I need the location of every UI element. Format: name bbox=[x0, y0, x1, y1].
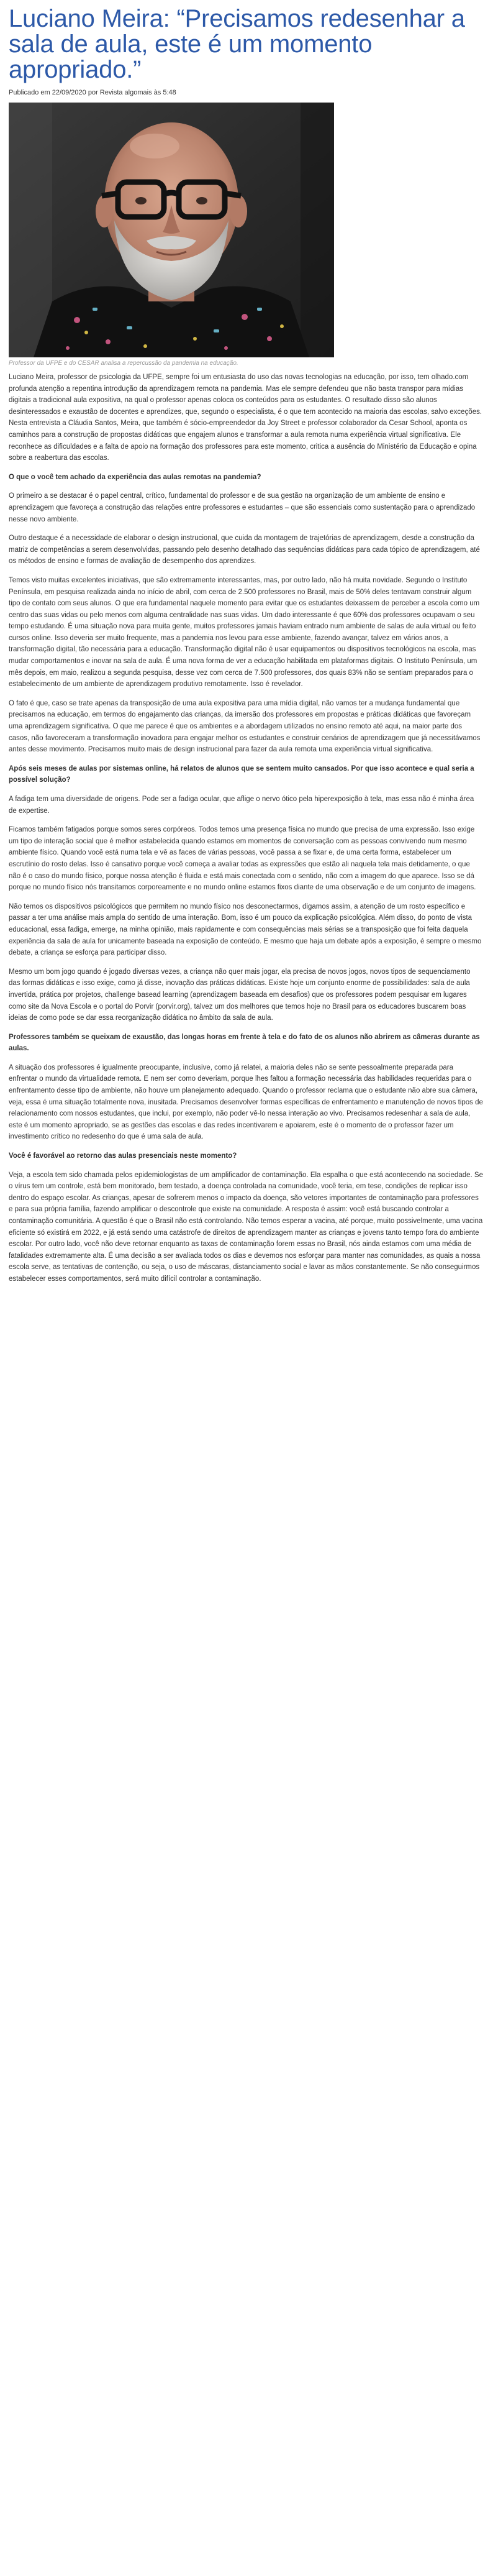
by-label: por bbox=[88, 89, 98, 96]
portrait-illustration bbox=[9, 103, 334, 357]
time-label: às bbox=[153, 89, 161, 96]
article-paragraph: A fadiga tem uma diversidade de origens. Pode ser a fadiga ocular, que aflige o nervo ótico pela hiperexposição à tela, mas essa não é minha área de expertise. bbox=[9, 795, 474, 815]
article-title: Luciano Meira: “Precisamos redesenhar a sala de aula, este é um momento apropriado.” bbox=[9, 5, 465, 83]
article-paragraph: Mesmo um bom jogo quando é jogado diversas vezes, a criança não quer mais jogar, ela precisa de novos jogos, novos tipos de sequenciamento das formas didáticas e isso exige, como já disse, inovação das práticas didáticas. Existe hoje um conjunto enorme de possibilidades: sala de aula invertida, prática por projetos, challenge basead learning (aprendizagem baseada em desafios) que os professores podem pesquisar em lugares como site da Nova Escola e o portal do Porvir (porvir.org), talvez um dos melhores que temos hoje no Brasil para os educadores buscarem boas ideias de como pode se dar essa reorganização didática no âmbito da sala de aula. bbox=[9, 968, 471, 1022]
interview-question: O que o você tem achado da experiência das aulas remotas na pandemia? bbox=[9, 473, 261, 481]
published-label: Publicado em bbox=[9, 89, 50, 96]
author-link[interactable]: Revista algomais bbox=[99, 89, 152, 96]
article-paragraph: O fato é que, caso se trate apenas da transposição de uma aula expositiva para uma mídia digital, não vamos ter a mudança fundamental que precisamos na educação, em termos do engajamento das crianças, da imersão dos professores em propostas e práticas didáticas que favoreçam uma aprendizagem significativa. O que me parece é que os ambientes e a abordagem utilizados no ensino remoto até aqui, na maior parte dos casos, não favoreceram a transformação inovadora para engajar melhor os estudantes e construir cenários de aprendizagem que já necessitávamos antes desse movimento. Precisamos muito mais de design instrucional para fazer da aula remota uma experiência virtual significativa. bbox=[9, 699, 481, 754]
article-paragraph: Temos visto muitas excelentes iniciativas, que são extremamente interessantes, mas, por outro lado, não há muita novidade. Segundo o Instituto Península, em pesquisa realizada ainda no início de abril, com cerca de 2.500 professores no Brasil, mais de 50% deles tentavam construir algum tipo de contato com seus alunos. O que era fundamental naquele momento para evitar que os estudantes deixassem de perceber a escola como um centro das suas vidas ou pelo menos com alguma centralidade nas suas vidas. Um dado interessante é que 60% dos professores ocupavam o seu tempo estudando. É uma situação nova para muita gente, muitos professores jamais haviam entrado num ambiente de salas de aula virtual ou feito cursos online. Isso deveria ser muito frequente, mas a pandemia nos levou para esse ambiente, fazendo avançar, talvez em vários anos, a transformação digital, tão necessária para a educação. Transformação digital não é usar equipamentos ou dispositivos tecnológicos na escola, mas mudar comportamentos e inovar na sala de aula. É uma nova forma de ver a educação habilitada em plataformas digitais. O Instituto Península, um mês depois, em maio, realizou a segunda pesquisa, desse vez com cerca de 7.500 professores, dos quais 83% não se sentiam preparados para o estabelecimento de um ambiente de aprendizagem produtivo remotamente. Isso é revelador. bbox=[9, 576, 480, 689]
article-paragraph: O primeiro a se destacar é o papel central, crítico, fundamental do professor e de sua gestão na organização de um ambiente de ensino e aprendizagem que favoreça a construção das relações entre professores e estudantes – que são essenciais como sustentação para o aprendizado nesse novo ambiente. bbox=[9, 492, 476, 523]
article-photo bbox=[9, 103, 334, 357]
interview-question: Você é favorável ao retorno das aulas presenciais neste momento? bbox=[9, 1152, 237, 1160]
publish-time: 5:48 bbox=[163, 89, 176, 96]
article-paragraph: A situação dos professores é igualmente preocupante, inclusive, como já relatei, a maioria deles não se sente pessoalmente preparada para enfrentar o mundo da virtualidade remota. E nem ser como deveriam, porque lhes faltou a formação necessária das habilidades requeridas para o enfrentamento desse tipo de ambiente, não houve um planejamento adequado. Quando o professor reclama que o estudante não abre sua câmera, veja, essa é uma situação totalmente nova, inusitada. Precisamos desenvolver formas específicas de enfrentamento e manutenção de novos tipos de relacionamento com nossos estudantes, que inclui, por exemplo, não poder vê-lo nessa interação ao vivo. Precisamos redesenhar a sala de aula, este é um momento apropriado, se as gestões das escolas e das redes incentivarem e apoiarem, este é o momento de o professor fazer um investimento crítico no redesenho do que é uma sala de aula. bbox=[9, 1063, 483, 1141]
article-paragraph: Ficamos também fatigados porque somos seres corpóreos. Todos temos uma presença física no mundo que precisa de uma expressão. Isso exige um tipo de interação social que é melhor estabelecida quando estamos em momentos de conversação com as pessoas convivendo num mesmo ambiente físico. Quando você está numa tela e vê as faces de várias pessoas, você passa a se fixar e, de uma certa forma, estabelecer um escrutínio do rosto delas. Isso é cansativo porque você começa a avaliar todas as expressões que estão ali naquela tela mais detidamente, o que não é o caso do mundo físico, porque nossa atenção é fluida e está mais conectada com o sentido, não com a imagem do que aparece. Isso se dá porque no mundo físico nós transitamos corporeamente e no mundo online estamos fixos diante de uma observação e de um conjunto de imagens. bbox=[9, 826, 476, 892]
article-byline bbox=[9, 89, 483, 96]
article-paragraph: Veja, a escola tem sido chamada pelos epidemiologistas de um amplificador de contaminação. Ela espalha o que está acontecendo na sociedade. Se o vírus tem um controle, está bem monitorado, bem testado, a doença controlada na comunidade, você teria, em tese, condições de replicar isso dentro do espaço escolar. As crianças, apesar de sofrerem menos o impacto da doença, são vetores importantes de contaminação para professores e para sua própria família, fazendo amplificar o descontrole que existe na comunidade. A resposta é assim: você está buscando controlar a contaminação comunitária. A questão é que o Brasil não está controlando. Não temos esperar a vacina, até porque, muito possivelmente, uma vacina eficiente só existirá em 2022, e já está sendo uma catástrofe de direitos de aprendizagem manter as crianças e jovens tanto tempo fora do ambiente escolar. Por outro lado, você não deve retornar enquanto as taxas de contaminação forem essas no Brasil, nós ainda estamos com uma média de fatalidades extremamente alta. É uma decisão a ser avaliada todos os dias e devemos nos esforçar para manter nas comunidades, as quais a nossa escola serve, as tentativas de contenção, ou seja, o uso de máscaras, distanciamento social e lavar as mãos constantemente. Se não conseguirmos estabelecer esses comportamentos, será muito difícil controlar a contaminação. bbox=[9, 1171, 483, 1283]
article-paragraph: Outro destaque é a necessidade de elaborar o design instrucional, que cuida da montagem de trajetórias de aprendizagem, desde a construção da matriz de competências a serem desenvolvidas, passando pelo desenho detalhado das sequências didáticas para cada tópico de aprendizagem, até os métodos de ensino e formas de avaliação de desempenho dos aprendizes. bbox=[9, 534, 480, 566]
interview-question: Após seis meses de aulas por sistemas online, há relatos de alunos que se sentem muito cansados. Por que isso acontece e qual seria a possível solução? bbox=[9, 764, 474, 784]
photo-caption: Professor da UFPE e do CESAR analisa a repercussão da pandemia na educação. bbox=[9, 360, 238, 367]
article-body bbox=[9, 372, 483, 1285]
article-paragraph: Luciano Meira, professor de psicologia da UFPE, sempre foi um entusiasta do uso das novas tecnologias na educação, por isso, tem olhado.com profunda atenção a repentina introdução da aprendizagem remota na pandemia. Mas ele sempre defendeu que não basta transpor para mídias digitais a tradicional aula expositiva, na qual o professor apenas coloca os conteúdos para os estudantes. O resultado disso são alunos desinteressados e exaustão de docentes e aprendizes, que, segundo o especialista, é o que tem acontecido na maioria das escolas, salvo exceções. Nesta entrevista a Cláudia Santos, Meira, que também é sócio-empreendedor da Joy Street e professor colaborador da Cesar School, aponta os caminhos para a construção de propostas didáticas que engajem alunos e transformar a aula remota numa experiência virtual significativa. Ele reconhece as dificuldades e a falta de apoio na formação dos professores para este momento, critica a ausência do Ministério da Educação e opina sobre a reabertura das escolas. bbox=[9, 374, 482, 462]
publish-date: 22/09/2020 bbox=[52, 89, 86, 96]
article-paragraph: Não temos os dispositivos psicológicos que permitem no mundo físico nos desconectarmos, digamos assim, a atenção de um rosto específico e passar a ter uma análise mais ampla do sentido de uma interação. Bom, isso é um pouco da explicação psicológica. Além disso, do ponto de vista educacional, essa fadiga, emerge, na minha opinião, mais rapidamente e com consequências mais sérias se a transposição que foi feita daquela experiência da sala de aula for unicamente baseada na exposição de conteúdo. E mesmo que haja um debate após a exposição, é sempre o mesmo debate, a criança se esforça para participar disso. bbox=[9, 902, 482, 957]
interview-question: Professores também se queixam de exaustão, das longas horas em frente à tela e do fato de os alunos não abrirem as câmeras durante as aulas. bbox=[9, 1033, 480, 1053]
